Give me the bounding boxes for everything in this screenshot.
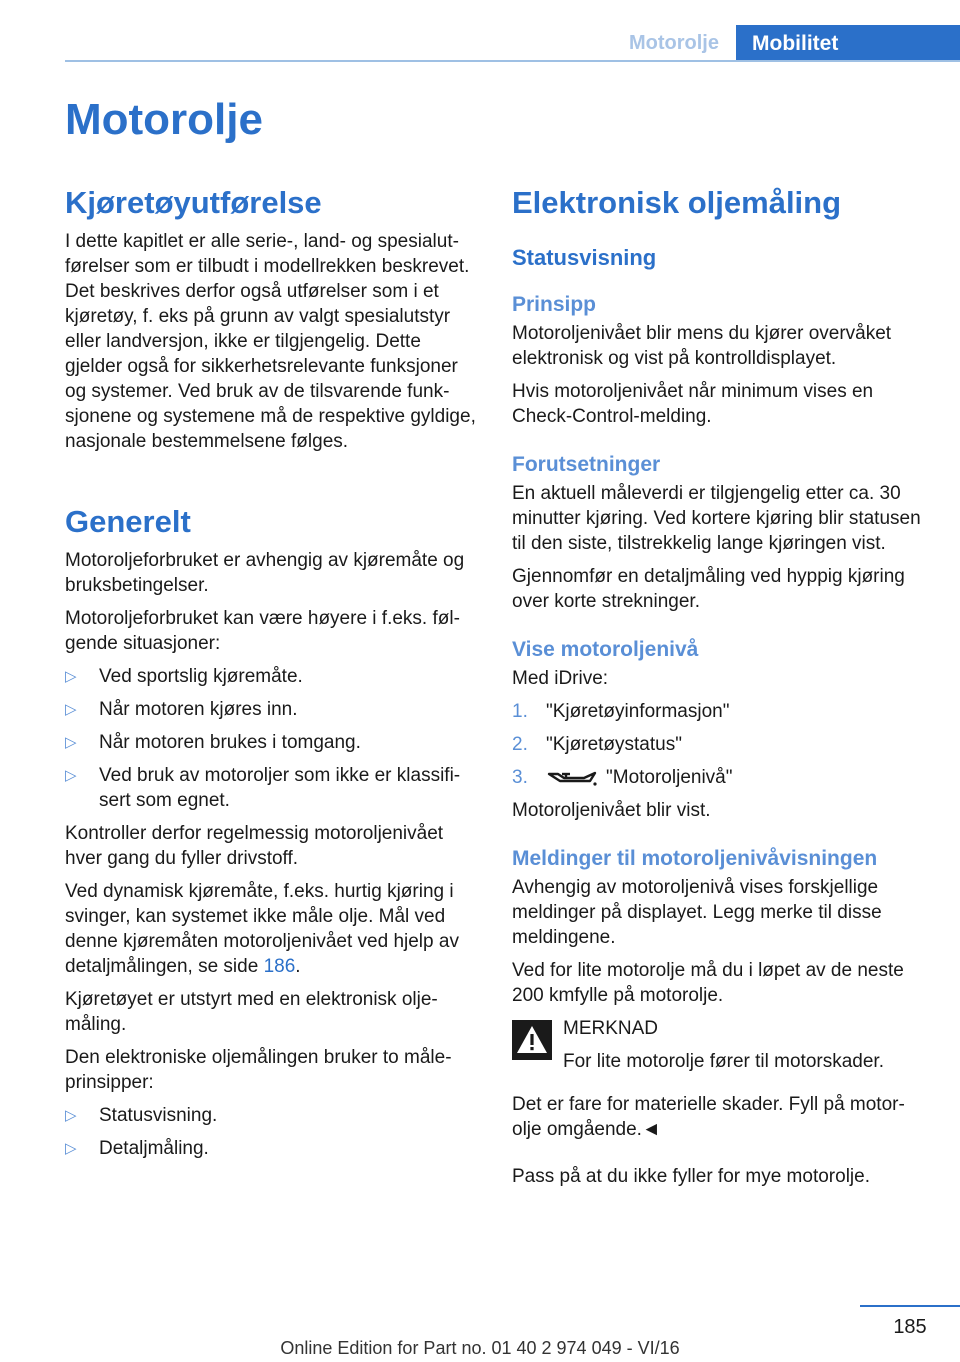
- header-section-label: Motorolje: [629, 32, 719, 54]
- right-column: [512, 183, 927, 1197]
- list-item: 1. "Kjøretøyinformasjon": [512, 701, 730, 722]
- paragraph-vehicle-version: I dette kapitlet er alle serie-, land- og spesialutførelser som er tilbudt i modellrekken beskrevet. Det beskrives derfor også utførelser som i et kjøretøy, f. eks på grunn av valgt spesialutstyr eller landversjon, ikke er tilgjengelig. Dette gjelder også for sikkerhetsrelevante funksjoner og systemer. Ved bruk av de tilsvarende funksjonene og systemene må de respektive gyldige, nasjonale bestemmelsene følges.: [65, 231, 476, 452]
- warning-notice: [512, 1016, 927, 1142]
- triangle-bullet-icon: ▷: [65, 734, 77, 751]
- triangle-bullet-icon: ▷: [65, 668, 77, 685]
- triangle-bullet-icon: ▷: [65, 1140, 77, 1157]
- paragraph-detail-measurement: Gjennomfør en detaljmåling ved hyppig kjøring over korte strekninger.: [512, 566, 905, 612]
- paragraph-idrive: Med iDrive:: [512, 668, 609, 689]
- list-item: 3. "Motoroljenivå": [512, 767, 733, 788]
- page-number: 185: [893, 1316, 927, 1338]
- paragraph-no-overfill: Pass på at du ikke fyller for mye motorolje.: [512, 1166, 870, 1187]
- header-divider: [65, 60, 960, 62]
- paragraph-level-shown: Motoroljenivået blir vist.: [512, 800, 711, 821]
- paragraph-prerequisites: En aktuell måleverdi er tilgjengelig etter ca. 30 minutter kjøring. Ved kortere kjøring blir statusen til den siste, tilstrekkelig lange kjøringen vist.: [512, 483, 921, 554]
- heading-general: Generelt: [65, 504, 191, 539]
- heading-messages: Meldinger til motoroljenivåvisningen: [512, 847, 878, 870]
- list-item: ▷ Ved sportslig kjøremåte.: [65, 666, 303, 687]
- paragraph-messages: Avhengig av motoroljenivå vises forskjellige meldinger på displayet. Legg merke til disse meldingene.: [512, 877, 882, 948]
- footer-edition: Online Edition for Part no. 01 40 2 974 049 - VI/16: [280, 1338, 680, 1358]
- triangle-bullet-icon: ▷: [65, 701, 77, 718]
- paragraph-higher-consumption: Motoroljeforbruket kan være høyere i f.eks. følgende situasjoner:: [65, 608, 460, 654]
- triangle-bullet-icon: ▷: [65, 1107, 77, 1124]
- paragraph-consumption: Motoroljeforbruket er avhengig av kjøremåte og bruksbetingelser.: [65, 550, 465, 596]
- paragraph-electronic-measurement: Kjøretøyet er utstyrt med en elektronisk oljemåling.: [65, 989, 438, 1035]
- paragraph-dynamic-driving: Ved dynamisk kjøremåte, f.eks. hurtig kjøring i svinger, kan systemet ikke måle olje. Mål ved denne kjøremåten motoroljenivået ved hjelp av detaljmålingen, se side 186.: [65, 881, 459, 977]
- list-item: ▷ Ved bruk av motoroljer som ikke er klassifisert som egnet.: [65, 765, 461, 811]
- paragraph-principle: Motoroljenivået blir mens du kjører overvåket elektronisk og vist på kontrolldisplayet.: [512, 323, 892, 369]
- list-item: ▷ Når motoren brukes i tomgang.: [65, 732, 361, 753]
- situation-list: [65, 664, 480, 813]
- list-item: 2. "Kjøretøystatus": [512, 734, 682, 755]
- left-column: [65, 183, 480, 1169]
- idrive-steps: [512, 699, 927, 790]
- heading-prerequisites: Forutsetninger: [512, 453, 661, 476]
- list-item: ▷ Detaljmåling.: [65, 1138, 209, 1159]
- list-item: ▷ Statusvisning.: [65, 1105, 218, 1126]
- heading-status-display: Statusvisning: [512, 245, 657, 270]
- warning-title: MERKNAD: [563, 1018, 659, 1039]
- principle-list: [65, 1103, 480, 1161]
- oil-can-icon: [546, 769, 598, 787]
- paragraph-principles: Den elektroniske oljemålingen bruker to måleprinsipper:: [65, 1047, 452, 1093]
- footer-divider: [860, 1305, 960, 1307]
- page-reference-link[interactable]: 186: [263, 956, 296, 977]
- heading-principle: Prinsipp: [512, 293, 597, 316]
- triangle-bullet-icon: ▷: [65, 767, 77, 784]
- paragraph-too-little-oil: Ved for lite motorolje må du i løpet av de neste 200 kmfylle på motorolje.: [512, 960, 904, 1006]
- warning-first-line: For lite motorolje fører til motorskader.: [563, 1051, 884, 1072]
- paragraph-minimum: Hvis motoroljenivået når minimum vises en Check-Control-melding.: [512, 381, 874, 427]
- page-title: Motorolje: [65, 95, 263, 144]
- header-chapter-tab: Mobilitet: [736, 25, 960, 62]
- paragraph-check-regularly: Kontroller derfor regelmessig motoroljenivået hver gang du fyller drivstoff.: [65, 823, 444, 869]
- warning-triangle-icon: [512, 1020, 552, 1060]
- list-item: ▷ Når motoren kjøres inn.: [65, 699, 298, 720]
- heading-vehicle-version: Kjøretøyutførelse: [65, 185, 322, 220]
- warning-body: Det er fare for materielle skader. Fyll på motorolje omgående.◄: [512, 1094, 905, 1140]
- heading-electronic-oil: Elektronisk oljemåling: [512, 185, 842, 220]
- heading-show-oil-level: Vise motoroljenivå: [512, 638, 699, 661]
